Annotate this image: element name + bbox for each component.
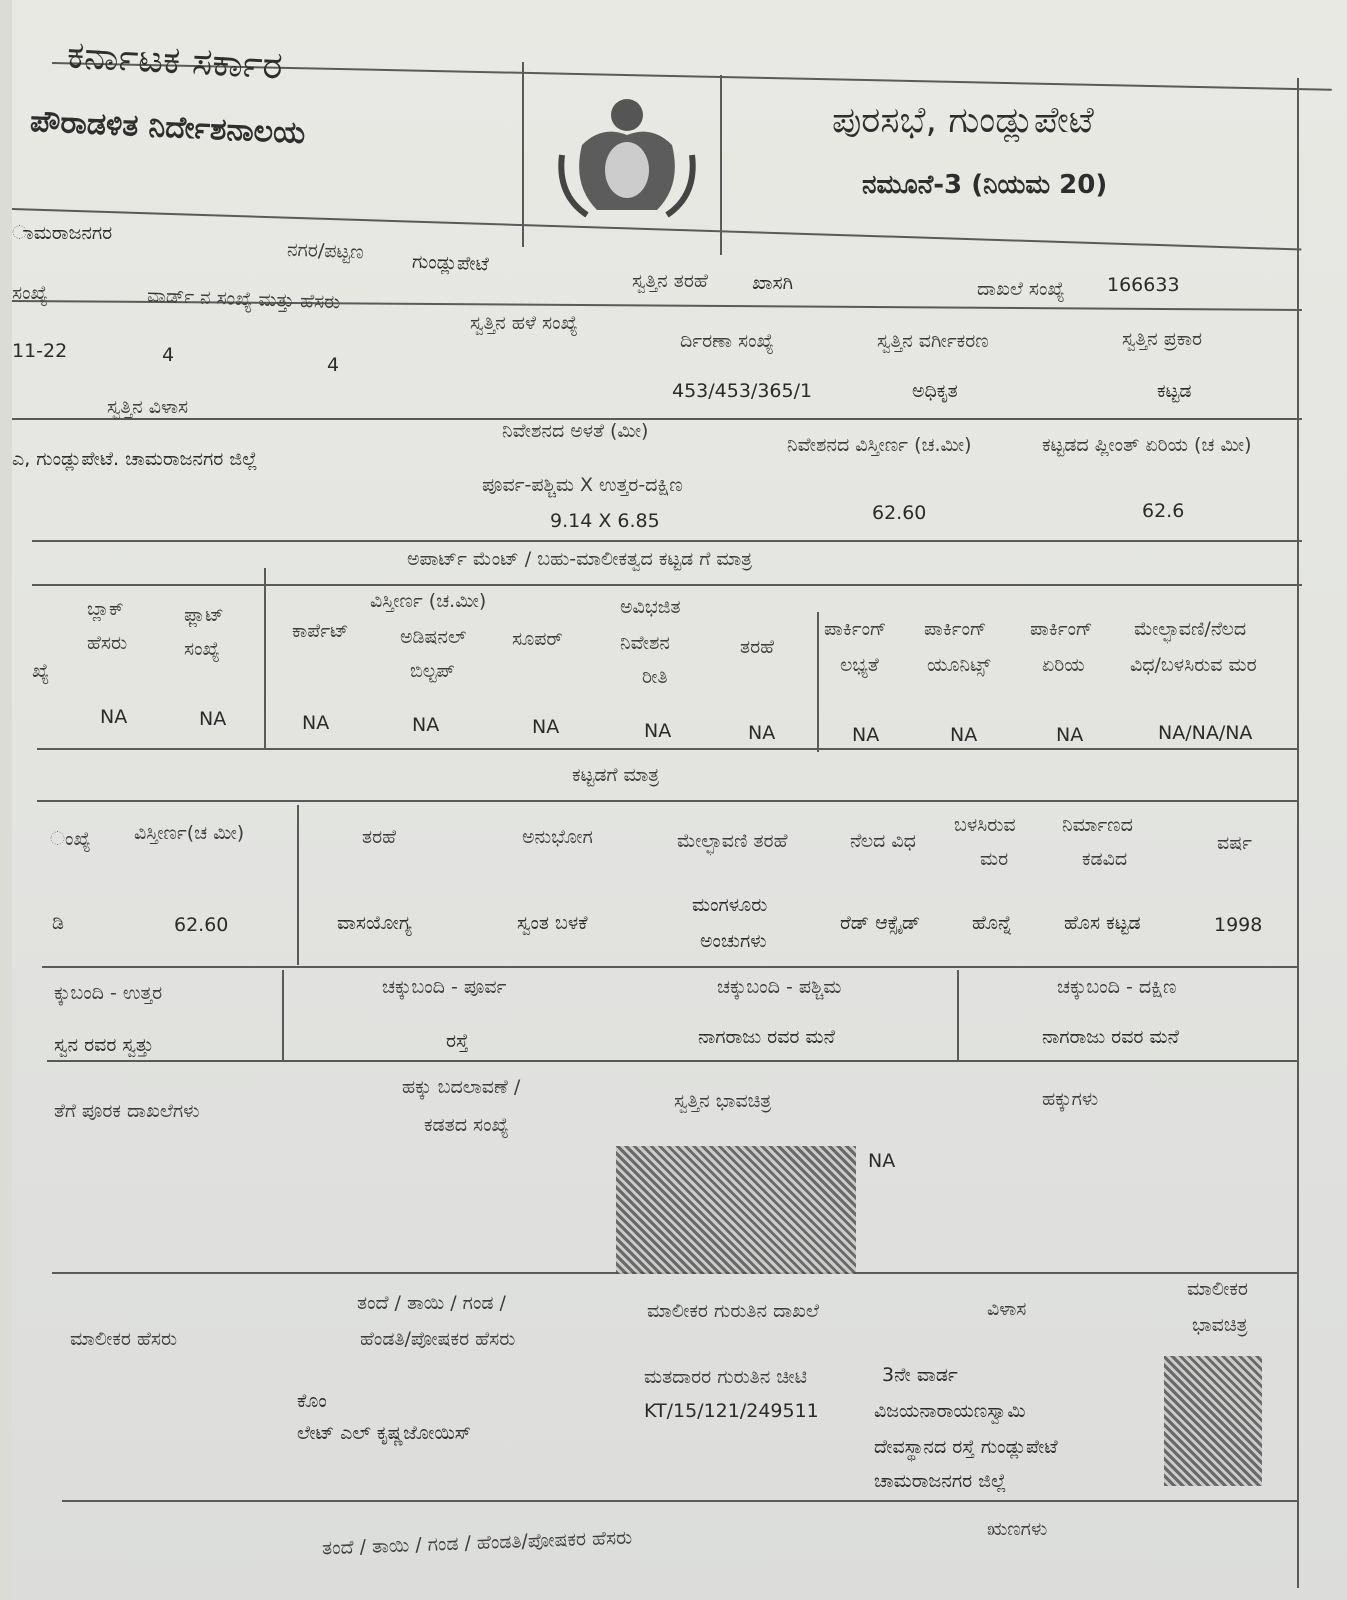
divider <box>720 75 722 255</box>
apt-value-roof-floor: NA/NA/NA <box>1158 722 1253 744</box>
town-value: ಗುಂಡ್ಲುಪೇಟೆ <box>411 250 490 276</box>
property-type-label: ಸ್ವತ್ತಿನ ತರಹೆ <box>632 270 708 292</box>
bldg-roof-value-2: ಅಂಚುಗಳು <box>700 930 767 952</box>
transfer-label: ಹಕ್ಕು ಬದಲಾವಣೆ / <box>402 1076 521 1098</box>
kind-value: ಕಟ್ಟಡ <box>1157 380 1192 402</box>
divider <box>297 805 299 965</box>
apt-value-carpet: NA <box>302 712 330 734</box>
row-line <box>62 1500 1297 1502</box>
owner-photo-label-2: ಭಾವಚಿತ್ರ <box>1192 1314 1248 1336</box>
bldg-construction-label: ನಿರ್ಮಾಣದ <box>1062 814 1133 836</box>
apt-value-additional: NA <box>412 714 440 736</box>
classification-value: ಅಧಿಕೃತ <box>912 380 958 402</box>
site-dimension-sub: ಪೂರ್ವ-ಪಶ್ಚಿಮ X ಉತ್ತರ-ದಕ್ಷಿಣ <box>482 474 683 496</box>
ward-label: ವಾರ್ಡ್ ನ ಸಂಖ್ಯೆ ಮತ್ತು ಹೆಸರು <box>146 284 341 314</box>
owner-photo-label: ಮಾಲೀಕರ <box>1187 1278 1248 1300</box>
footer-relation-label: ತಂದೆ / ತಾಯಿ / ಗಂಡ / ಹೆಂಡತಿ/ಪೋಷಕರ ಹೆಸರು <box>321 1526 633 1560</box>
building-section-title: ಕಟ್ಟಡಗೆ ಮಾತ್ರ <box>572 764 660 786</box>
bldg-use-value: ಸ್ವಂತ ಬಳಕೆ <box>517 912 588 934</box>
divider <box>282 970 284 1060</box>
bldg-area-value: 62.60 <box>174 914 229 936</box>
right-border <box>1297 78 1299 1588</box>
boundary-west-label: ಚಕ್ಕುಬಂದಿ - ಪಶ್ಚಿಮ <box>717 976 842 998</box>
owner-address-line3: ದೇವಸ್ಥಾನದ ರಸ್ತೆ ಗುಂಡ್ಲುಪೇಟೆ <box>874 1436 1058 1458</box>
parking-avail-label-2: ಲಭ್ಯತೆ <box>840 654 879 676</box>
site-dimension-value: 9.14 X 6.85 <box>550 510 660 532</box>
old-no-label: ಸ್ವತ್ತಿನ ಹಳೆ ಸಂಖ್ಯೆ <box>470 312 578 334</box>
bldg-wood-label-2: ಮರ <box>980 848 1009 870</box>
entry-no-value: 166633 <box>1107 274 1180 296</box>
bldg-wood-value: ಹೊನ್ನೆ <box>972 912 1012 934</box>
apartment-section-title: ಅಪಾರ್ಟ್ ಮೆಂಟ್ / ಬಹು-ಮಾಲೀಕತ್ವದ ಕಟ್ಟಡ ಗೆ ಮಾತ್ರ <box>407 548 753 570</box>
bldg-construction-label-2: ಕಡವಿದ <box>1082 848 1128 870</box>
owner-address-label: ವಿಳಾಸ <box>987 1298 1027 1320</box>
parking-area-label: ಪಾರ್ಕಿಂಗ್ <box>1030 618 1093 640</box>
relation-label: ತಂದೆ / ತಾಯಿ / ಗಂಡ / <box>357 1292 506 1314</box>
roof-floor-label: ಮೇಲ್ಛಾವಣಿ/ನೆಲದ <box>1134 618 1247 640</box>
apt-value-parking-area: NA <box>1056 724 1084 746</box>
bldg-no-value: ಡಿ <box>52 912 64 934</box>
owner-id-number: KT/15/121/249511 <box>644 1400 819 1422</box>
rights-value: NA <box>868 1150 896 1172</box>
flat-label: ಫ್ಲಾಟ್ <box>184 604 224 626</box>
bldg-roof-label: ಮೇಲ್ಛಾವಣಿ ತರಹೆ <box>677 830 788 852</box>
site-area-value: 62.60 <box>872 502 927 524</box>
boundary-north-value: ಸ್ವನ ರವರ ಸ್ವತ್ತು <box>54 1034 154 1056</box>
bldg-floor-label: ನೆಲದ ವಿಧ <box>850 830 916 852</box>
additional-label-2: ಬಿಲ್ಟಪ್ <box>410 660 455 682</box>
site-area-label: ನಿವೇಶನದ ವಿಸ್ತೀರ್ಣ (ಚ.ಮೀ) <box>787 434 972 456</box>
parking-area-label-2: ಏರಿಯ <box>1042 654 1085 676</box>
boundary-north-label: ಕ್ಕುಬಂದಿ - ಉತ್ತರ <box>54 982 163 1004</box>
owner-address-line4: ಚಾಮರಾಜನಗರ ಜಿಲ್ಲೆ <box>874 1470 1007 1492</box>
parking-units-label-2: ಯೂನಿಟ್ಸ್ <box>927 654 991 676</box>
town-label: ನಗರ/ಪಟ್ಟಣ <box>286 238 365 264</box>
boundary-east-label: ಚಕ್ಕುಬಂದಿ - ಪೂರ್ವ <box>382 976 507 998</box>
supporting-docs-label: ತೆಗೆ ಪೂರಕ ದಾಖಲೆಗಳು <box>54 1100 200 1122</box>
rights-label: ಹಕ್ಕುಗಳು <box>1042 1088 1099 1110</box>
divider <box>522 62 524 247</box>
owner-id-type: ಮತದಾರರ ಗುರುತಿನ ಚೀಟಿ <box>644 1366 807 1388</box>
bldg-floor-value: ರೆಡ್ ಆಕ್ಸೈಡ್ <box>840 912 921 934</box>
kind-label: ಸ್ವತ್ತಿನ ಪ್ರಕಾರ <box>1122 328 1203 350</box>
row-line <box>37 800 1297 802</box>
district-fragment: ಾಮರಾಜನಗರ <box>12 222 113 244</box>
bldg-construction-value: ಹೊಸ ಕಟ್ಟಡ <box>1064 912 1141 934</box>
relation-prefix: ಕೊಂ <box>297 1390 327 1412</box>
apt-value-super: NA <box>532 716 560 738</box>
divider <box>817 612 819 752</box>
parking-avail-label: ಪಾರ್ಕಿಂಗ್ <box>824 618 887 640</box>
row-line <box>47 1060 1297 1062</box>
row-line <box>32 540 1302 542</box>
row-line <box>12 418 1302 420</box>
undivided-label-3: ರೀತಿ <box>642 666 668 688</box>
property-photo <box>616 1146 856 1274</box>
bldg-roof-value: ಮಂಗಳೂರು <box>692 894 768 916</box>
bldg-year-label: ವರ್ಷ <box>1217 832 1252 854</box>
apt-value-parking-units: NA <box>950 724 978 746</box>
super-label: ಸೂಪರ್ <box>512 628 563 650</box>
footer-liabilities-label: ಋಣಗಳು <box>987 1518 1048 1540</box>
document-page <box>12 0 1347 1600</box>
property-photo-label: ಸ್ವತ್ತಿನ ಭಾವಚಿತ್ರ <box>674 1090 772 1112</box>
row-line <box>42 966 1297 968</box>
boundary-south-value: ನಾಗರಾಜು ರವರ ಮನೆ <box>1042 1026 1179 1048</box>
site-dimension-label: ನಿವೇಶನದ ಅಳತೆ (ಮೀ) <box>502 420 649 442</box>
property-type-value: ಖಾಸಗಿ <box>752 272 794 294</box>
parking-units-label: ಪಾರ್ಕಿಂಗ್ <box>924 618 987 640</box>
divider <box>264 568 266 748</box>
apt-value-flat: NA <box>199 708 227 730</box>
divider <box>957 970 959 1060</box>
transfer-label-2: ಕಡತದ ಸಂಖ್ಯೆ <box>424 1114 509 1136</box>
undivided-label: ಅವಿಭಜಿತ <box>620 596 681 618</box>
assessment-value: 453/453/365/1 <box>672 380 813 402</box>
relation-name: ಲೇಟ್ ಎಲ್ ಕೃಷ್ಣಜೋಯಿಸ್ <box>297 1422 472 1444</box>
relation-label-2: ಹೆಂಡತಿ/ಪೋಷಕರ ಹೆಸರು <box>360 1328 516 1350</box>
apt-type-label: ತರಹೆ <box>740 636 775 658</box>
form-title: ನಮೂನೆ-3 (ನಿಯಮ 20) <box>862 170 1108 200</box>
bldg-type-label: ತರಹೆ <box>362 826 397 848</box>
address-label: ಸ್ವತ್ತಿನ ವಿಳಾಸ <box>107 396 189 418</box>
address-value: ಎ, ಗುಂಡ್ಲುಪೇಟೆ. ಚಾಮರಾಜನಗರ ಜಿಲ್ಲೆ <box>12 448 258 470</box>
apt-value-parking-avail: NA <box>852 724 880 746</box>
boundary-south-label: ಚಕ್ಕುಬಂದಿ - ದಕ್ಷಿಣ <box>1057 976 1177 998</box>
carpet-label: ಕಾರ್ಪೆಟ್ <box>292 620 349 642</box>
plinth-area-label: ಕಟ್ಟಡದ ಪ್ಲೀಂತ್ ಏರಿಯ (ಚ ಮೀ) <box>1042 434 1252 456</box>
entry-no-label: ದಾಖಲೆ ಸಂಖ್ಯೆ <box>977 278 1065 300</box>
row-line <box>32 584 1302 586</box>
roof-floor-label-2: ವಿಧ/ಬಳಸಿರುವ ಮರ <box>1130 654 1257 676</box>
ward-no-value: 4 <box>162 344 175 366</box>
owner-address-line1: 3ನೇ ವಾರ್ಡ <box>882 1364 958 1386</box>
assessment-label: ರ್ದಿರಣಾ ಸಂಖ್ಯೆ <box>680 330 774 352</box>
apt-value-type: NA <box>748 722 776 744</box>
no-label-fragment: ಸಂಖ್ಯೆ <box>12 282 48 304</box>
owner-photo <box>1164 1356 1262 1486</box>
bldg-wood-label: ಬಳಸಿರುವ <box>954 814 1016 836</box>
block-label-2: ಹೆಸರು <box>87 632 128 654</box>
bldg-year-value: 1998 <box>1214 914 1263 936</box>
apt-value-undivided: NA <box>644 720 672 742</box>
undivided-label-2: ನಿವೇಶನ <box>620 632 670 654</box>
classification-label: ಸ್ವತ್ತಿನ ವರ್ಗೀಕರಣ <box>877 330 989 352</box>
bldg-use-label: ಅನುಭೋಗ <box>522 826 593 848</box>
govt-title: ಕರ್ನಾಟಕ ಸರ್ಕಾರ <box>66 32 284 88</box>
directorate-title: ಪೌರಾಡಳಿತ ನಿರ್ದೇಶನಾಲಯ <box>29 104 307 151</box>
bldg-area-label: ವಿಸ್ತೀರ್ಣ(ಚ ಮೀ) <box>134 822 245 844</box>
flat-label-2: ಸಂಖ್ಯೆ <box>184 638 220 660</box>
state-emblem <box>552 75 702 225</box>
owner-id-label: ಮಾಲೀಕರ ಗುರುತಿನ ದಾಖಲೆ <box>647 1300 819 1322</box>
plinth-area-value: 62.6 <box>1142 500 1185 522</box>
year-value: 11-22 <box>12 340 68 362</box>
apt-value-block: NA <box>100 706 128 728</box>
area-group-label: ವಿಸ್ತೀರ್ಣ (ಚ.ಮೀ) <box>370 590 487 612</box>
apartment-side-label: ಖ್ಯೆ <box>32 660 50 682</box>
ward-name-value: 4 <box>327 354 340 376</box>
boundary-west-value: ನಾಗರಾಜು ರವರ ಮನೆ <box>698 1026 835 1048</box>
additional-label: ಅಡಿಷನಲ್ <box>400 626 467 648</box>
owner-address-line2: ವಿಜಯನಾರಾಯಣಸ್ವಾಮಿ <box>874 1400 1026 1422</box>
bldg-type-value: ವಾಸಯೋಗ್ಯ <box>337 912 412 934</box>
municipality-title: ಪುರಸಭೆ, ಗುಂಡ್ಲುಪೇಟೆ <box>832 100 1094 141</box>
boundary-east-value: ರಸ್ತೆ <box>446 1030 469 1052</box>
block-label: ಬ್ಲಾಕ್ <box>87 598 124 620</box>
row-line <box>37 748 1297 750</box>
bldg-no-label: ಂಖ್ಯೆ <box>50 828 91 850</box>
owner-name-label: ಮಾಲೀಕರ ಹೆಸರು <box>70 1328 178 1350</box>
